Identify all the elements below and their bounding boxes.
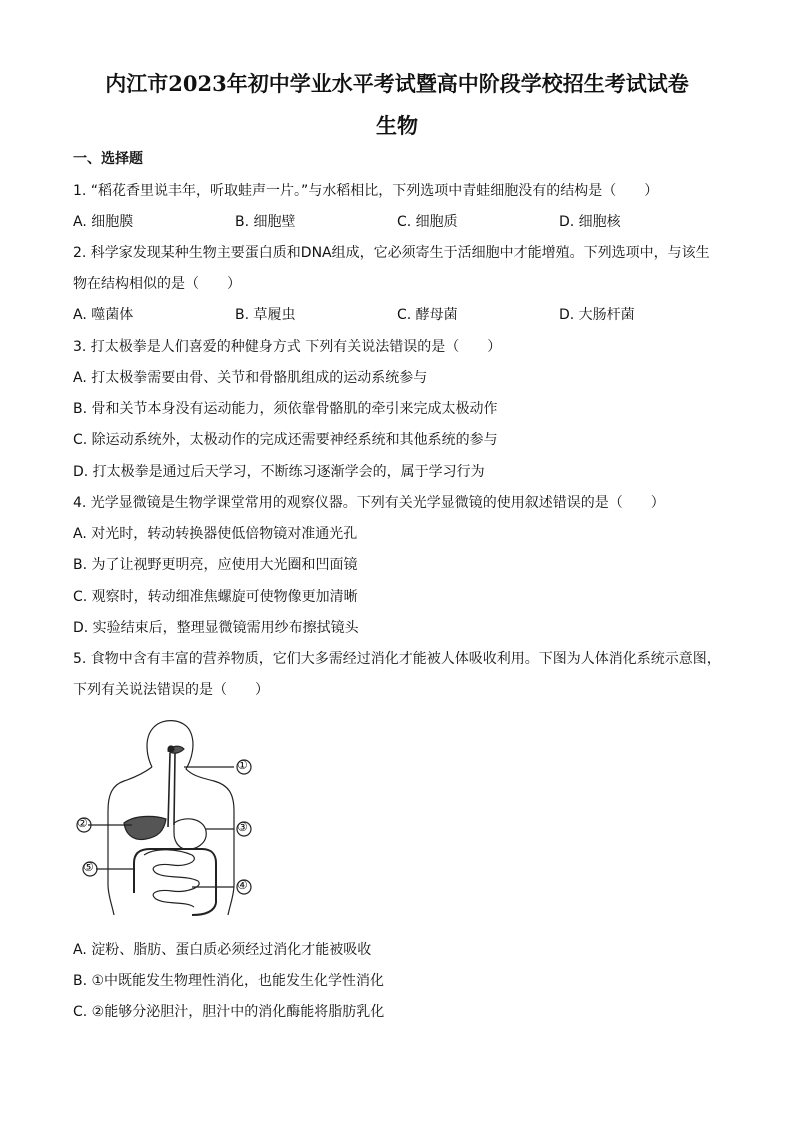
subject-title: 生物 [376, 113, 418, 138]
q4-option-a: A. 对光时，转动转换器使低倍物镜对准通光孔 [73, 526, 358, 542]
q5-option-c: C. ②能够分泌胆汁，胆汁中的消化酶能将脂肪乳化 [73, 1004, 385, 1020]
q3-option-c: C. 除运动系统外，太极动作的完成还需要神经系统和其他系统的参与 [73, 432, 498, 448]
q3-option-a: A. 打太极拳需要由骨、关节和骨骼肌组成的运动系统参与 [73, 370, 428, 386]
question-2-stem-line1: 2. 科学家发现某种生物主要蛋白质和DNA组成，它必须寄生于活细胞中才能增殖。下列选项中，与该生 [73, 245, 710, 261]
q1-option-a: A. 细胞膜 [73, 214, 134, 230]
figure-label-2: ② [77, 816, 88, 830]
q1-option-d: D. 细胞核 [559, 214, 621, 230]
digestive-system-figure [74, 715, 274, 925]
question-4-stem: 4. 光学显微镜是生物学课堂常用的观察仪器。下列有关光学显微镜的使用叙述错误的是（ ） [73, 495, 665, 511]
q2-option-b: B. 草履虫 [235, 307, 296, 323]
question-3-stem: 3. 打太极拳是人们喜爱的种健身方式 下列有关说法错误的是（ ） [73, 339, 502, 355]
q4-option-b: B. 为了让视野更明亮，应使用大光圈和凹面镜 [73, 557, 358, 573]
figure-label-5: ⑤ [83, 860, 94, 874]
q3-option-b: B. 骨和关节本身没有运动能力，须依靠骨骼肌的牵引来完成太极动作 [73, 401, 498, 417]
q5-option-b: B. ①中既能发生物理性消化，也能发生化学性消化 [73, 973, 385, 989]
section-heading: 一、选择题 [73, 151, 143, 167]
q2-option-a: A. 噬菌体 [73, 307, 134, 323]
q3-option-d: D. 打太极拳是通过后天学习，不断练习逐渐学会的，属于学习行为 [73, 464, 485, 480]
q2-option-d: D. 大肠杆菌 [559, 307, 635, 323]
q1-option-b: B. 细胞壁 [235, 214, 296, 230]
q2-option-c: C. 酵母菌 [397, 307, 458, 323]
question-1-stem: 1. “稻花香里说丰年，听取蛙声一片。”与水稻相比，下列选项中青蛙细胞没有的结构是（ ） [73, 183, 659, 199]
question-2-stem-line2: 物在结构相似的是（ ） [73, 276, 241, 292]
question-5-stem-line1: 5. 食物中含有丰富的营养物质，它们大多需经过消化才能被人体吸收利用。下图为人体消化系统示意图， [73, 651, 721, 667]
figure-label-4: ④ [237, 878, 248, 892]
figure-label-3: ③ [237, 820, 248, 834]
figure-label-1: ① [237, 758, 248, 772]
question-5-stem-line2: 下列有关说法错误的是（ ） [73, 682, 269, 698]
q1-option-c: C. 细胞质 [397, 214, 458, 230]
exam-title: 内江市2023年初中学业水平考试暨高中阶段学校招生考试试卷 [105, 71, 689, 96]
q4-option-d: D. 实验结束后，整理显微镜需用纱布擦拭镜头 [73, 620, 359, 636]
q4-option-c: C. 观察时，转动细准焦螺旋可使物像更加清晰 [73, 589, 358, 605]
q5-option-a: A. 淀粉、脂肪、蛋白质必须经过消化才能被吸收 [73, 942, 372, 958]
